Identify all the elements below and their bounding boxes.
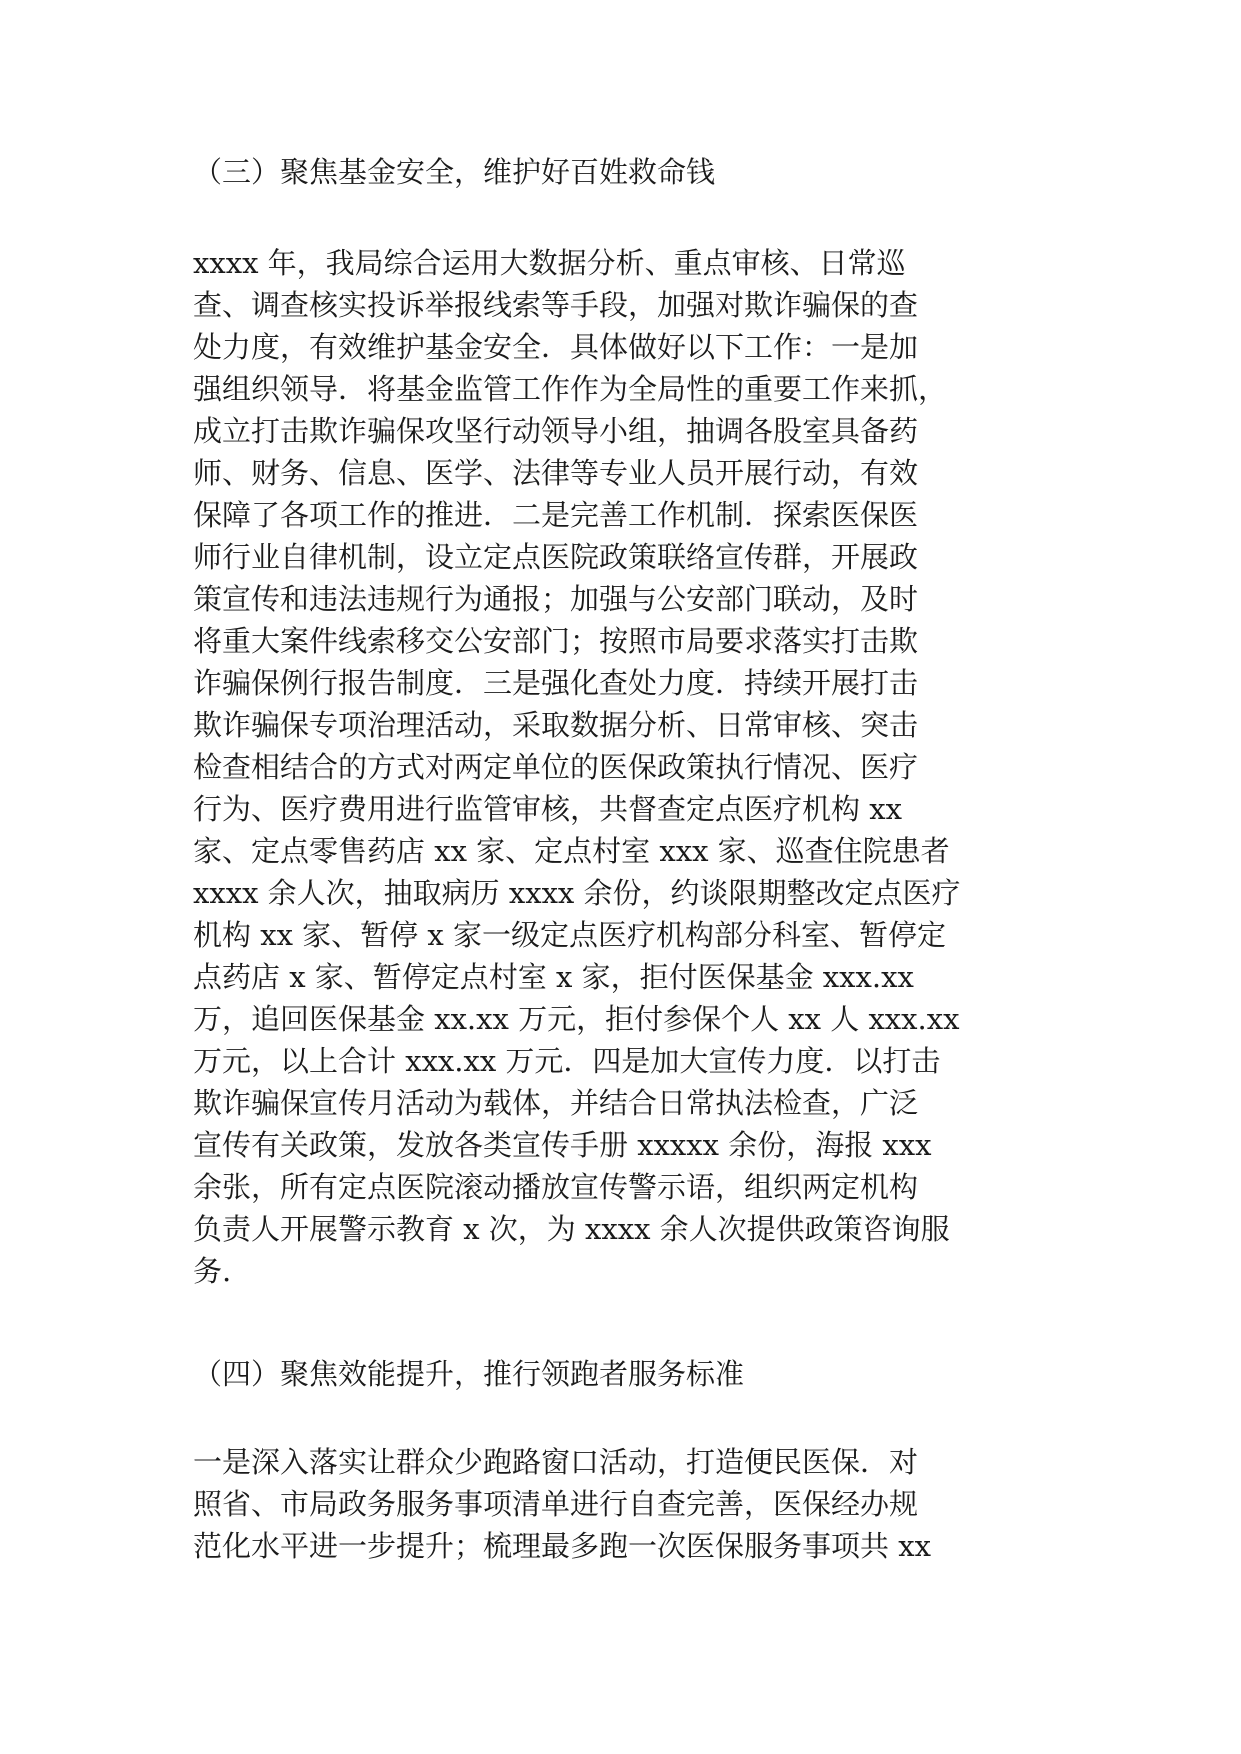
paragraph-line: xxxx 余人次，抽取病历 xxxx 余份，约谈限期整改定点医疗 [193, 876, 961, 910]
section-heading-3: （三）聚焦基金安全，维护好百姓救命钱 [193, 155, 716, 189]
paragraph-line: 照省、市局政务服务事项清单进行自查完善，医保经办规 [193, 1487, 919, 1521]
paragraph-line: 查、调查核实投诉举报线索等手段，加强对欺诈骗保的查 [193, 288, 919, 322]
paragraph-line: 宣传有关政策，发放各类宣传手册 xxxxx 余份，海报 xxx [193, 1128, 932, 1162]
paragraph-line: 负责人开展警示教育 x 次，为 xxxx 余人次提供政策咨询服 [193, 1212, 950, 1246]
section-heading-4: （四）聚焦效能提升，推行领跑者服务标准 [193, 1357, 745, 1391]
paragraph-line: 成立打击欺诈骗保攻坚行动领导小组，抽调各股室具备药 [193, 414, 919, 448]
paragraph-line: 欺诈骗保宣传月活动为载体，并结合日常执法检查，广泛 [193, 1086, 919, 1120]
paragraph-line: xxxx 年，我局综合运用大数据分析、重点审核、日常巡 [193, 246, 906, 280]
paragraph-line: 将重大案件线索移交公安部门；按照市局要求落实打击欺 [193, 624, 919, 658]
paragraph-line: 一是深入落实让群众少跑路窗口活动，打造便民医保．对 [193, 1445, 919, 1479]
paragraph-line: 强组织领导．将基金监管工作作为全局性的重要工作来抓， [193, 372, 948, 406]
paragraph-line: 机构 xx 家、暂停 x 家一级定点医疗机构部分科室、暂停定 [193, 918, 946, 952]
paragraph-line: 处力度，有效维护基金安全．具体做好以下工作：一是加 [193, 330, 919, 364]
paragraph-line: 点药店 x 家、暂停定点村室 x 家，拒付医保基金 xxx.xx [193, 960, 914, 994]
paragraph-line: 务. [193, 1254, 232, 1288]
paragraph-line: 策宣传和违法违规行为通报；加强与公安部门联动，及时 [193, 582, 919, 616]
paragraph-line: 师、财务、信息、医学、法律等专业人员开展行动，有效 [193, 456, 919, 490]
paragraph-line: 万元，以上合计 xxx.xx 万元．四是加大宣传力度．以打击 [193, 1044, 941, 1078]
paragraph-line: 万，追回医保基金 xx.xx 万元，拒付参保个人 xx 人 xxx.xx [193, 1002, 960, 1036]
paragraph-line: 诈骗保例行报告制度．三是强化查处力度．持续开展打击 [193, 666, 919, 700]
paragraph-fund-security [193, 242, 1073, 1292]
paragraph-line: 余张，所有定点医院滚动播放宣传警示语，组织两定机构 [193, 1170, 919, 1204]
paragraph-efficiency [193, 1441, 1073, 1567]
paragraph-line: 师行业自律机制，设立定点医院政策联络宣传群，开展政 [193, 540, 919, 574]
paragraph-line: 欺诈骗保专项治理活动，采取数据分析、日常审核、突击 [193, 708, 919, 742]
paragraph-line: 范化水平进一步提升；梳理最多跑一次医保服务事项共 xx [193, 1529, 931, 1563]
paragraph-line: 检查相结合的方式对两定单位的医保政策执行情况、医疗 [193, 750, 919, 784]
paragraph-line: 保障了各项工作的推进．二是完善工作机制．探索医保医 [193, 498, 919, 532]
paragraph-line: 行为、医疗费用进行监管审核，共督查定点医疗机构 xx [193, 792, 902, 826]
paragraph-line: 家、定点零售药店 xx 家、定点村室 xxx 家、巡查住院患者 [193, 834, 950, 868]
